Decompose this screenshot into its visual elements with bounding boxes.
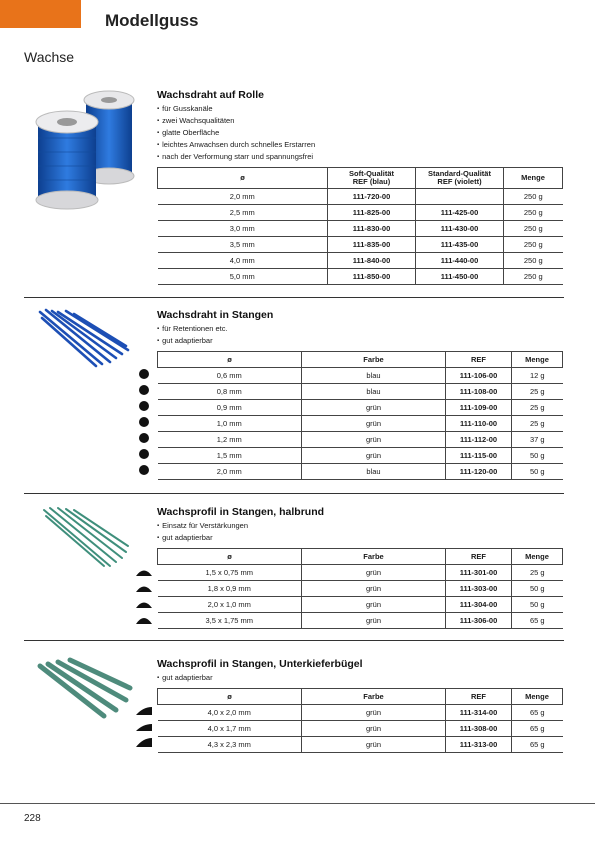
table-row bbox=[158, 581, 563, 597]
round-profile-icon bbox=[137, 464, 151, 476]
table-row bbox=[158, 597, 563, 613]
halfround-profile-icon bbox=[135, 565, 153, 577]
size-cell: 2,0 x 1,0 mm bbox=[158, 597, 302, 613]
size-cell: 1,5 mm bbox=[158, 448, 302, 464]
quantity-cell: 25 g bbox=[512, 416, 563, 432]
divider bbox=[24, 493, 564, 494]
product-wax-wire-spool bbox=[157, 89, 563, 285]
color-cell: grün bbox=[302, 597, 446, 613]
ref-cell bbox=[416, 189, 504, 205]
quantity-cell: 50 g bbox=[512, 464, 563, 480]
color-cell: grün bbox=[302, 416, 446, 432]
color-cell: grün bbox=[302, 705, 446, 721]
ref-cell: 111-440-00 bbox=[416, 253, 504, 269]
table-row bbox=[158, 448, 563, 464]
product-table bbox=[157, 548, 563, 629]
product-wax-profile-halfround bbox=[157, 506, 563, 629]
round-profile-icon bbox=[137, 384, 151, 396]
feature-item: ▪ leichtes Anwachsen durch schnelles Erstarren bbox=[157, 139, 563, 151]
product-title: Wachsdraht in Stangen bbox=[157, 309, 274, 321]
table-row bbox=[158, 269, 563, 285]
ref-cell: 111-430-00 bbox=[416, 221, 504, 237]
round-profile-icon bbox=[137, 368, 151, 380]
column-header: Menge bbox=[504, 168, 563, 189]
quantity-cell: 65 g bbox=[512, 613, 563, 629]
quantity-cell: 25 g bbox=[512, 565, 563, 581]
color-cell: grün bbox=[302, 565, 446, 581]
table-row bbox=[158, 400, 563, 416]
column-header: ø bbox=[158, 689, 302, 705]
table-row bbox=[158, 253, 563, 269]
table-row bbox=[158, 189, 563, 205]
column-header: Menge bbox=[512, 689, 563, 705]
feature-list bbox=[157, 672, 563, 684]
column-header: Farbe bbox=[302, 549, 446, 565]
quantity-cell: 37 g bbox=[512, 432, 563, 448]
quantity-cell: 50 g bbox=[512, 597, 563, 613]
color-cell: grün bbox=[302, 400, 446, 416]
page-number: 228 bbox=[24, 813, 41, 824]
quantity-cell: 250 g bbox=[504, 253, 563, 269]
column-header: Menge bbox=[512, 549, 563, 565]
product-title: Wachsdraht auf Rolle bbox=[157, 89, 264, 101]
color-cell: blau bbox=[302, 464, 446, 480]
color-cell: blau bbox=[302, 384, 446, 400]
column-header: ø bbox=[158, 168, 328, 189]
ref-cell: 111-425-00 bbox=[416, 205, 504, 221]
color-cell: grün bbox=[302, 581, 446, 597]
size-cell: 0,9 mm bbox=[158, 400, 302, 416]
ref-cell: 111-850-00 bbox=[328, 269, 416, 285]
column-header: Farbe bbox=[302, 352, 446, 368]
chapter-title: Modellguss bbox=[105, 11, 199, 30]
color-cell: grün bbox=[302, 721, 446, 737]
round-profile-icon bbox=[137, 416, 151, 428]
halfround-profile-icon bbox=[135, 613, 153, 625]
ref-cell: 111-304-00 bbox=[446, 597, 512, 613]
quantity-cell: 250 g bbox=[504, 221, 563, 237]
ref-cell: 111-840-00 bbox=[328, 253, 416, 269]
divider bbox=[24, 640, 564, 641]
table-row bbox=[158, 416, 563, 432]
size-cell: 1,5 x 0,75 mm bbox=[158, 565, 302, 581]
footer-divider bbox=[0, 803, 595, 804]
ref-cell: 111-720-00 bbox=[328, 189, 416, 205]
color-cell: blau bbox=[302, 368, 446, 384]
table-row bbox=[158, 705, 563, 721]
ref-cell: 111-308-00 bbox=[446, 721, 512, 737]
size-cell: 1,8 x 0,9 mm bbox=[158, 581, 302, 597]
quantity-cell: 25 g bbox=[512, 384, 563, 400]
column-header: ø bbox=[158, 352, 302, 368]
table-row bbox=[158, 737, 563, 753]
product-title: Wachsprofil in Stangen, halbrund bbox=[157, 506, 325, 518]
lingual-bar-profile-icon bbox=[135, 737, 153, 749]
ref-cell: 111-306-00 bbox=[446, 613, 512, 629]
round-profile-icon bbox=[137, 448, 151, 460]
ref-cell: 111-106-00 bbox=[446, 368, 512, 384]
size-cell: 1,0 mm bbox=[158, 416, 302, 432]
color-cell: grün bbox=[302, 448, 446, 464]
column-header: Standard-Qualität REF (violett) bbox=[416, 168, 504, 189]
feature-item: ▪ für Gusskanäle bbox=[157, 103, 563, 115]
ref-cell: 111-830-00 bbox=[328, 221, 416, 237]
ref-cell: 111-112-00 bbox=[446, 432, 512, 448]
size-cell: 4,0 mm bbox=[158, 253, 328, 269]
halfround-profile-icon bbox=[135, 581, 153, 593]
round-profile-icon bbox=[137, 432, 151, 444]
table-row bbox=[158, 368, 563, 384]
ref-cell: 111-120-00 bbox=[446, 464, 512, 480]
ref-cell: 111-835-00 bbox=[328, 237, 416, 253]
feature-list bbox=[157, 520, 563, 544]
quantity-cell: 50 g bbox=[512, 448, 563, 464]
lingual-bar-profile-icon bbox=[135, 705, 153, 717]
size-cell: 0,8 mm bbox=[158, 384, 302, 400]
quantity-cell: 250 g bbox=[504, 269, 563, 285]
table-row bbox=[158, 432, 563, 448]
product-table bbox=[157, 351, 563, 480]
product-title: Wachsprofil in Stangen, Unterkieferbügel bbox=[157, 658, 363, 670]
size-cell: 3,0 mm bbox=[158, 221, 328, 237]
color-cell: grün bbox=[302, 737, 446, 753]
size-cell: 3,5 mm bbox=[158, 237, 328, 253]
product-table bbox=[157, 688, 563, 753]
feature-item: ▪ gut adaptierbar bbox=[157, 532, 563, 544]
color-cell: grün bbox=[302, 613, 446, 629]
ref-cell: 111-435-00 bbox=[416, 237, 504, 253]
table-row bbox=[158, 205, 563, 221]
color-cell: grün bbox=[302, 432, 446, 448]
quantity-cell: 250 g bbox=[504, 189, 563, 205]
quantity-cell: 65 g bbox=[512, 705, 563, 721]
product-wax-wire-sticks bbox=[157, 309, 563, 480]
ref-cell: 111-110-00 bbox=[446, 416, 512, 432]
ref-cell: 111-313-00 bbox=[446, 737, 512, 753]
wax-profile-lingual-bar-image bbox=[34, 656, 134, 722]
quantity-cell: 12 g bbox=[512, 368, 563, 384]
ref-cell: 111-115-00 bbox=[446, 448, 512, 464]
quantity-cell: 65 g bbox=[512, 737, 563, 753]
size-cell: 2,5 mm bbox=[158, 205, 328, 221]
column-header: Farbe bbox=[302, 689, 446, 705]
product-wax-profile-lingual-bar bbox=[157, 658, 563, 753]
round-profile-icon bbox=[137, 400, 151, 412]
ref-cell: 111-108-00 bbox=[446, 384, 512, 400]
column-header: ø bbox=[158, 549, 302, 565]
quantity-cell: 25 g bbox=[512, 400, 563, 416]
size-cell: 4,0 x 2,0 mm bbox=[158, 705, 302, 721]
lingual-bar-profile-icon bbox=[135, 721, 153, 733]
quantity-cell: 250 g bbox=[504, 237, 563, 253]
feature-item: ▪ gut adaptierbar bbox=[157, 335, 563, 347]
table-row bbox=[158, 721, 563, 737]
section-title: Wachse bbox=[24, 49, 75, 65]
column-header: REF bbox=[446, 689, 512, 705]
column-header: Soft-Qualität REF (blau) bbox=[328, 168, 416, 189]
table-row bbox=[158, 565, 563, 581]
feature-item: ▪ nach der Verformung starr und spannungsfrei bbox=[157, 151, 563, 163]
quantity-cell: 65 g bbox=[512, 721, 563, 737]
column-header: REF bbox=[446, 352, 512, 368]
feature-item: ▪ zwei Wachsqualitäten bbox=[157, 115, 563, 127]
size-cell: 2,0 mm bbox=[158, 464, 302, 480]
column-header: REF bbox=[446, 549, 512, 565]
feature-list bbox=[157, 103, 563, 163]
feature-item: ▪ für Retentionen etc. bbox=[157, 323, 563, 335]
table-row bbox=[158, 237, 563, 253]
size-cell: 3,5 x 1,75 mm bbox=[158, 613, 302, 629]
column-header: Menge bbox=[512, 352, 563, 368]
size-cell: 5,0 mm bbox=[158, 269, 328, 285]
feature-item: ▪ Einsatz für Verstärkungen bbox=[157, 520, 563, 532]
wax-wire-sticks-image bbox=[36, 306, 132, 368]
size-cell: 2,0 mm bbox=[158, 189, 328, 205]
ref-cell: 111-825-00 bbox=[328, 205, 416, 221]
feature-list bbox=[157, 323, 563, 347]
wax-profile-halfround-image bbox=[40, 504, 130, 570]
divider bbox=[24, 297, 564, 298]
table-row bbox=[158, 384, 563, 400]
table-row bbox=[158, 221, 563, 237]
ref-cell: 111-301-00 bbox=[446, 565, 512, 581]
wax-wire-spools-image bbox=[30, 88, 140, 210]
table-row bbox=[158, 464, 563, 480]
product-table bbox=[157, 167, 563, 285]
table-row bbox=[158, 613, 563, 629]
ref-cell: 111-303-00 bbox=[446, 581, 512, 597]
feature-item: ▪ glatte Oberfläche bbox=[157, 127, 563, 139]
quantity-cell: 50 g bbox=[512, 581, 563, 597]
size-cell: 1,2 mm bbox=[158, 432, 302, 448]
halfround-profile-icon bbox=[135, 597, 153, 609]
ref-cell: 111-109-00 bbox=[446, 400, 512, 416]
size-cell: 4,3 x 2,3 mm bbox=[158, 737, 302, 753]
quantity-cell: 250 g bbox=[504, 205, 563, 221]
size-cell: 4,0 x 1,7 mm bbox=[158, 721, 302, 737]
size-cell: 0,6 mm bbox=[158, 368, 302, 384]
ref-cell: 111-450-00 bbox=[416, 269, 504, 285]
ref-cell: 111-314-00 bbox=[446, 705, 512, 721]
feature-item: ▪ gut adaptierbar bbox=[157, 672, 563, 684]
chapter-color-tab bbox=[0, 0, 81, 28]
